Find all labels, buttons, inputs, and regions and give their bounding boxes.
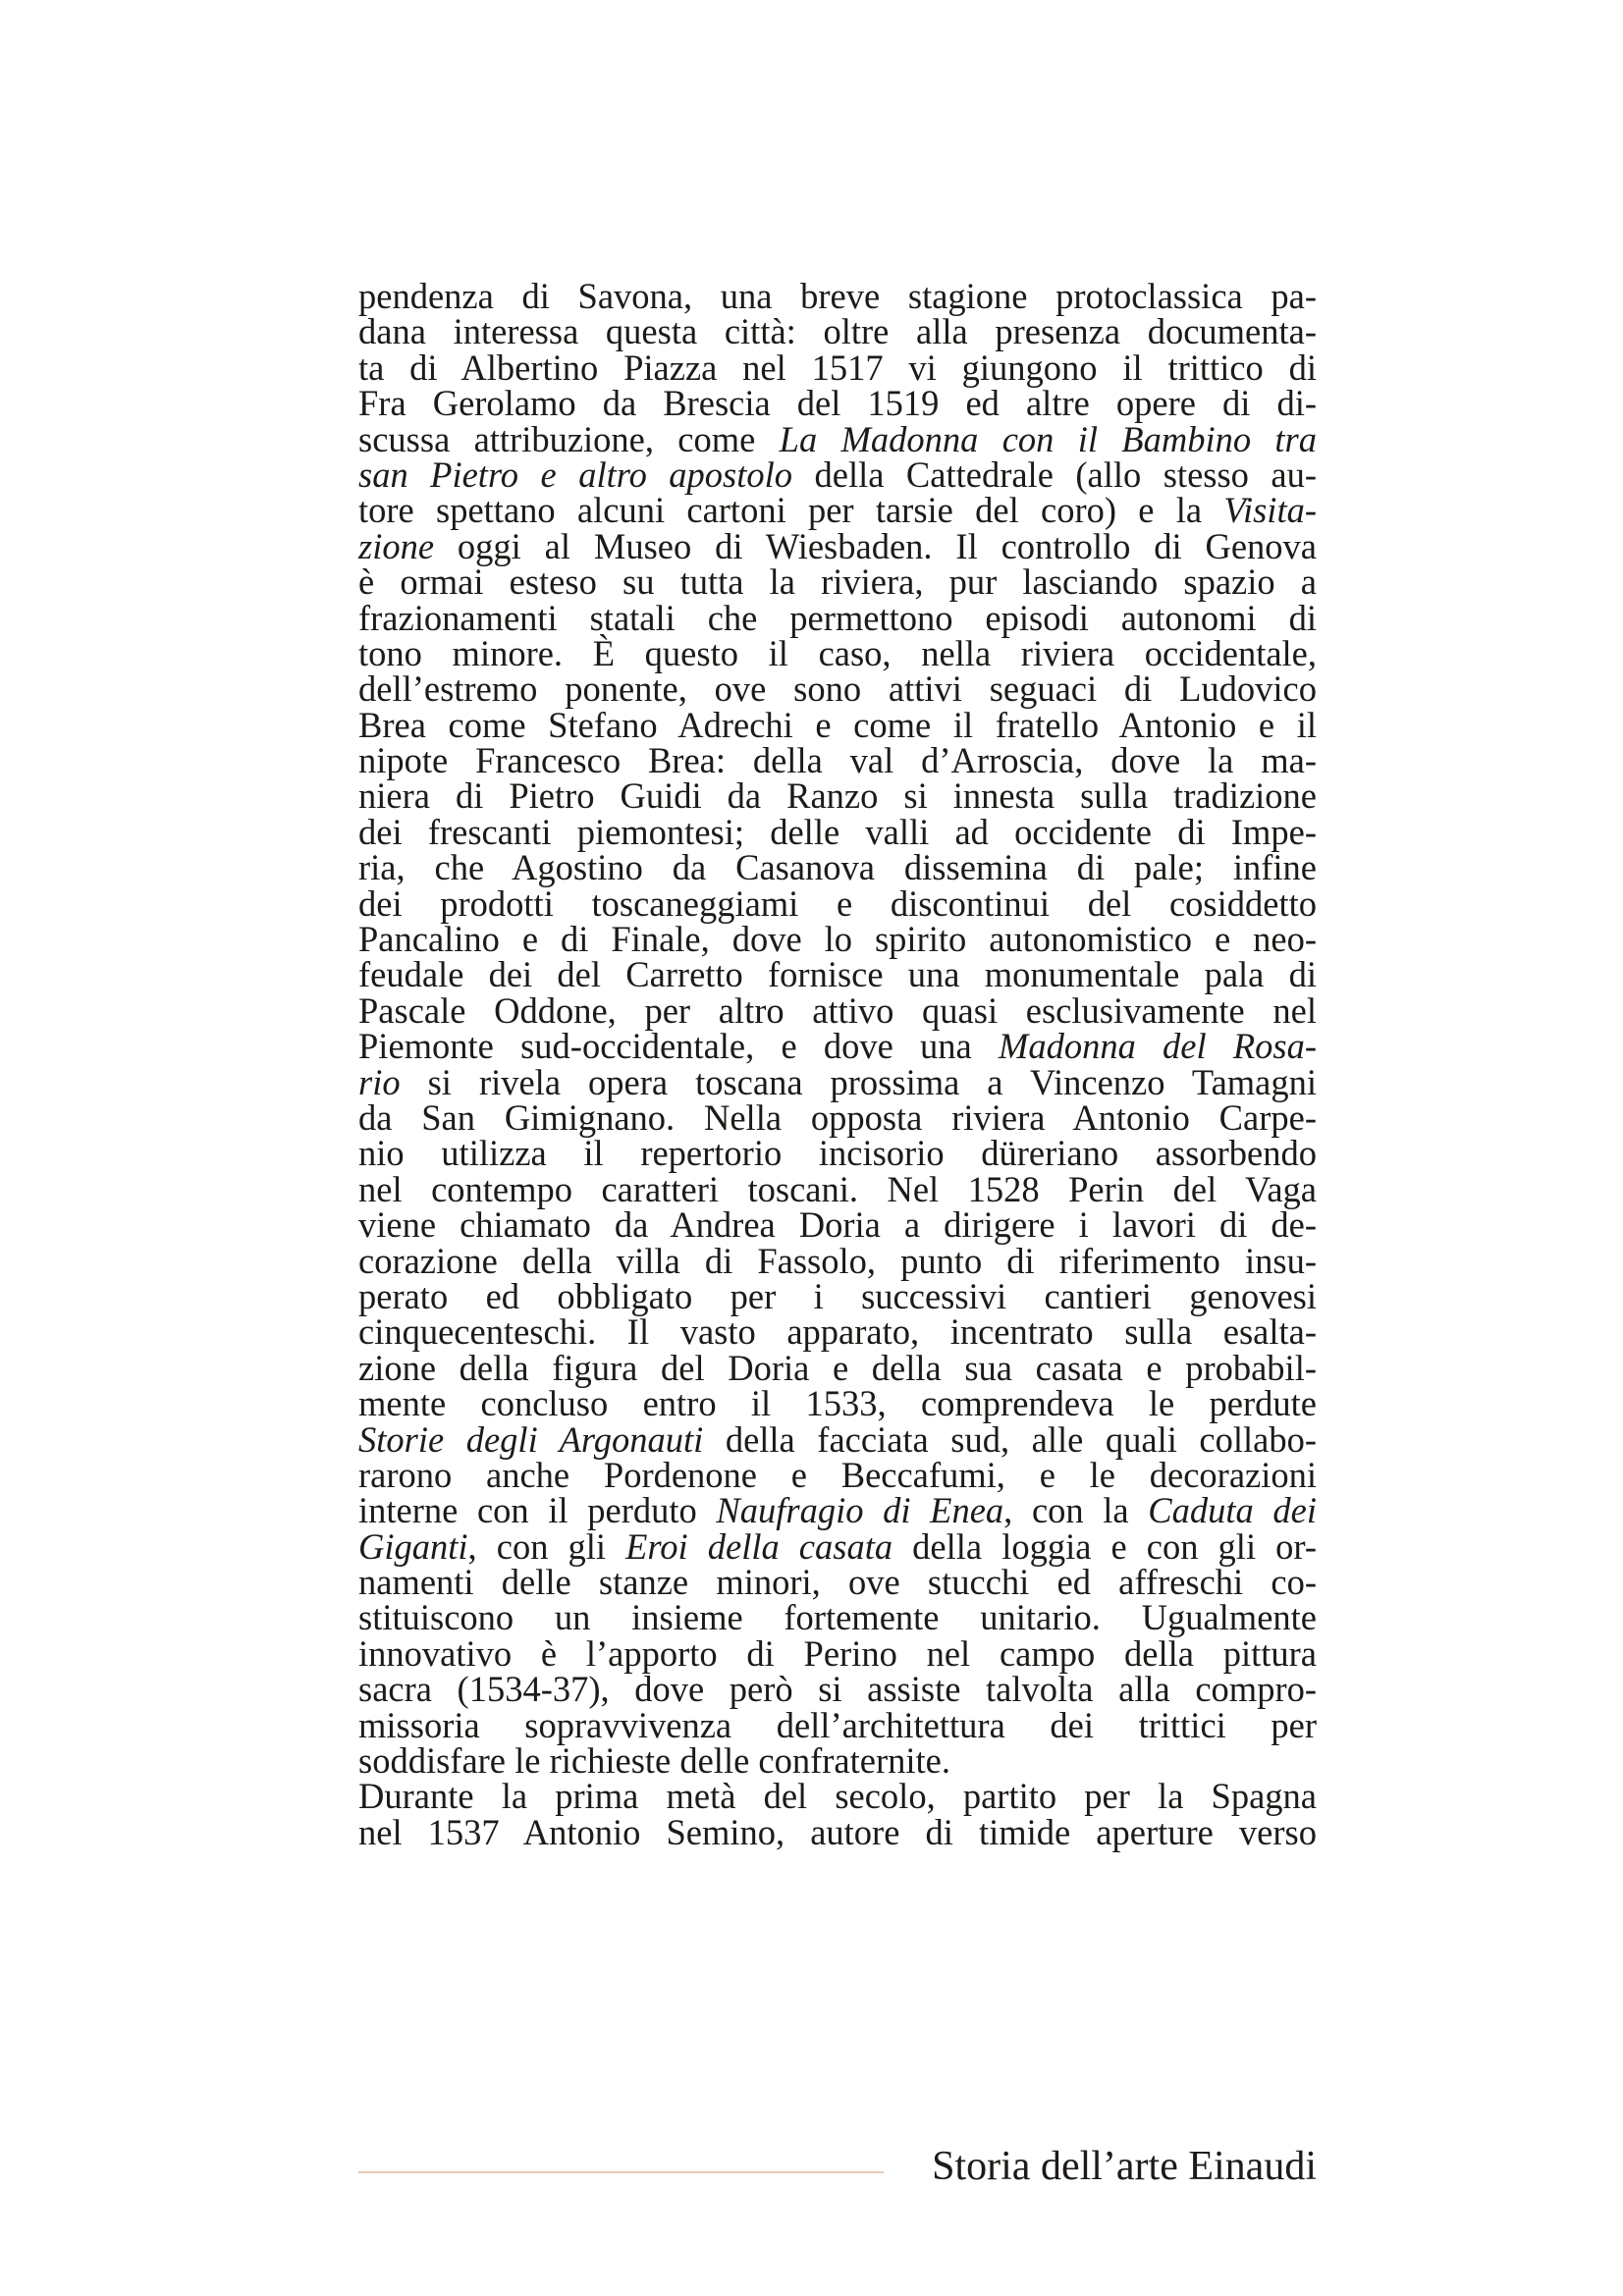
- text-run: corazione della villa di Fassolo, punto di riferimento insu-: [358, 1240, 1317, 1281]
- text-line: [358, 1776, 1317, 1817]
- text-run: feudale dei del Carretto fornisce una monumentale pala di: [358, 954, 1317, 995]
- text-line: [358, 1704, 1317, 1745]
- text-line: [358, 1562, 1317, 1603]
- italic-title: Visita-: [1223, 490, 1317, 531]
- text-run: missoria sopravvivenza dell’architettura dei trittici per: [358, 1704, 1317, 1745]
- text-line: [358, 1311, 1317, 1353]
- text-line: [358, 1026, 1317, 1067]
- text-run: dei frescanti piemontesi; delle valli ad occidente di Impe-: [358, 811, 1317, 852]
- text-line: [358, 383, 1317, 424]
- text-line: [358, 740, 1317, 781]
- text-run: rarono anche Pordenone e Beccafumi, e le decorazioni: [358, 1454, 1317, 1495]
- text-run: sacra (1534-37), dove però si assiste talvolta alla compro-: [358, 1669, 1317, 1710]
- text-line: [358, 490, 1317, 531]
- text-line: [358, 1061, 1317, 1102]
- italic-title: san Pietro e altro apostolo: [358, 454, 793, 495]
- text-line: [358, 632, 1317, 673]
- text-line: [358, 1525, 1317, 1567]
- text-line: [358, 1454, 1317, 1495]
- text-run: tono minore. È questo il caso, nella riviera occidentale,: [358, 632, 1317, 673]
- italic-title: zione: [358, 525, 435, 566]
- text-line: [358, 954, 1317, 995]
- text-line: [358, 561, 1317, 603]
- text-run: namenti delle stanze minori, ove stucchi ed affreschi co-: [358, 1562, 1317, 1603]
- text-run: dei prodotti toscaneggiami e discontinui del cosiddetto: [358, 882, 1317, 924]
- text-line: [358, 882, 1317, 924]
- text-line: [358, 311, 1317, 352]
- text-run: pendenza di Savona, una breve stagione protoclassica pa-: [358, 276, 1317, 316]
- text-run: perato ed obbligato per i successivi cantieri genovesi: [358, 1275, 1317, 1316]
- text-line: [358, 919, 1317, 960]
- text-run: soddisfare le richieste delle confraternite.: [358, 1740, 950, 1782]
- text-run: viene chiamato da Andrea Doria a dirigere i lavori di de-: [358, 1204, 1317, 1246]
- text-run: innovativo è l’apporto di Perino nel campo della pittura: [358, 1632, 1317, 1674]
- italic-title: Storie degli Argonauti: [358, 1418, 704, 1460]
- text-run: mente concluso entro il 1533, comprendeva le perdute: [358, 1383, 1317, 1424]
- text-run: , con gli: [467, 1525, 626, 1567]
- text-line: [358, 1383, 1317, 1424]
- text-line: [358, 597, 1317, 638]
- text-run: da San Gimignano. Nella opposta riviera Antonio Carpe-: [358, 1096, 1317, 1138]
- text-line: [358, 1168, 1317, 1209]
- text-run: frazionamenti statali che permettono episodi autonomi di: [358, 597, 1317, 638]
- text-line: [358, 276, 1317, 316]
- text-line: [358, 1597, 1317, 1638]
- italic-title: La Madonna con il Bambino tra: [779, 418, 1317, 459]
- italic-title: Naufragio di Enea: [716, 1490, 1004, 1531]
- text-run: è ormai esteso su tutta la riviera, pur lasciando spazio a: [358, 561, 1317, 603]
- text-line: [358, 1347, 1317, 1388]
- text-line: [358, 1240, 1317, 1281]
- text-run: Fra Gerolamo da Brescia del 1519 ed altre opere di di-: [358, 383, 1317, 424]
- text-line: [358, 704, 1317, 745]
- text-run: zione della figura del Doria e della sua casata e probabil-: [358, 1347, 1317, 1388]
- text-run: Pascale Oddone, per altro attivo quasi esclusivamente nel: [358, 989, 1317, 1031]
- text-line: [358, 1632, 1317, 1674]
- text-run: della Cattedrale (allo stesso au-: [792, 454, 1318, 495]
- text-run: nel 1537 Antonio Semino, autore di timide aperture verso: [358, 1811, 1317, 1852]
- text-run: cinquecenteschi. Il vasto apparato, incentrato sulla esalta-: [358, 1311, 1317, 1353]
- text-run: niera di Pietro Guidi da Ranzo si innesta sulla tradizione: [358, 775, 1317, 817]
- text-line: [358, 847, 1317, 888]
- text-line: [358, 454, 1318, 495]
- text-run: dell’estremo ponente, ove sono attivi seguaci di Ludovico: [358, 668, 1317, 710]
- text-run: dana interessa questa città: oltre alla presenza documenta-: [358, 311, 1317, 352]
- text-run: si rivela opera toscana prossima a Vincenzo Tamagni: [400, 1061, 1317, 1102]
- italic-title: Madonna del Rosa-: [998, 1026, 1317, 1067]
- text-run: Piemonte sud-occidentale, e dove una: [358, 1026, 999, 1067]
- text-run: della facciata sud, alle quali collabo-: [703, 1418, 1318, 1460]
- text-line: [358, 1740, 1317, 1782]
- text-line: [358, 989, 1317, 1031]
- text-line: [358, 1811, 1317, 1852]
- text-line: [358, 1418, 1318, 1460]
- text-line: [358, 1133, 1317, 1174]
- text-run: oggi al Museo di Wiesbaden. Il controllo di Genova: [434, 525, 1317, 566]
- text-line: [358, 668, 1317, 710]
- text-run: stituiscono un insieme fortemente unitario. Ugualmente: [358, 1597, 1317, 1638]
- body-text: [358, 276, 1318, 1852]
- text-run: , con la: [1003, 1490, 1149, 1531]
- text-run: interne con il perduto: [358, 1490, 717, 1531]
- text-line: [358, 1096, 1317, 1138]
- text-line: [358, 1275, 1317, 1316]
- text-line: [358, 1669, 1317, 1710]
- text-line: [358, 1204, 1317, 1246]
- italic-title: Caduta dei: [1148, 1490, 1318, 1531]
- italic-title: rio: [358, 1061, 401, 1102]
- text-run: scussa attribuzione, come: [358, 418, 780, 459]
- footer-rule: [358, 2171, 884, 2173]
- text-line: [358, 811, 1317, 852]
- italic-title: Giganti: [358, 1525, 468, 1567]
- text-line: [358, 775, 1317, 817]
- text-run: della loggia e con gli or-: [893, 1525, 1317, 1567]
- text-run: Durante la prima metà del secolo, partito per la Spagna: [358, 1776, 1317, 1817]
- text-run: ria, che Agostino da Casanova dissemina di pale; infine: [358, 847, 1317, 888]
- footer-title: Storia dell’arte Einaudi: [932, 2144, 1317, 2189]
- text-run: Brea come Stefano Adrechi e come il fratello Antonio e il: [358, 704, 1317, 745]
- italic-title: Eroi della casata: [625, 1525, 893, 1567]
- text-run: nio utilizza il repertorio incisorio düreriano assorbendo: [358, 1133, 1317, 1174]
- text-line: [358, 525, 1317, 566]
- text-run: nipote Francesco Brea: della val d’Arroscia, dove la ma-: [358, 740, 1317, 781]
- text-run: nel contempo caratteri toscani. Nel 1528 Perin del Vaga: [358, 1168, 1317, 1209]
- text-run: tore spettano alcuni cartoni per tarsie del coro) e la: [358, 490, 1224, 531]
- text-line: [358, 1490, 1318, 1531]
- text-line: [358, 347, 1317, 388]
- text-line: [358, 418, 1317, 459]
- text-run: Pancalino e di Finale, dove lo spirito autonomistico e neo-: [358, 919, 1317, 960]
- text-run: ta di Albertino Piazza nel 1517 vi giungono il trittico di: [358, 347, 1317, 388]
